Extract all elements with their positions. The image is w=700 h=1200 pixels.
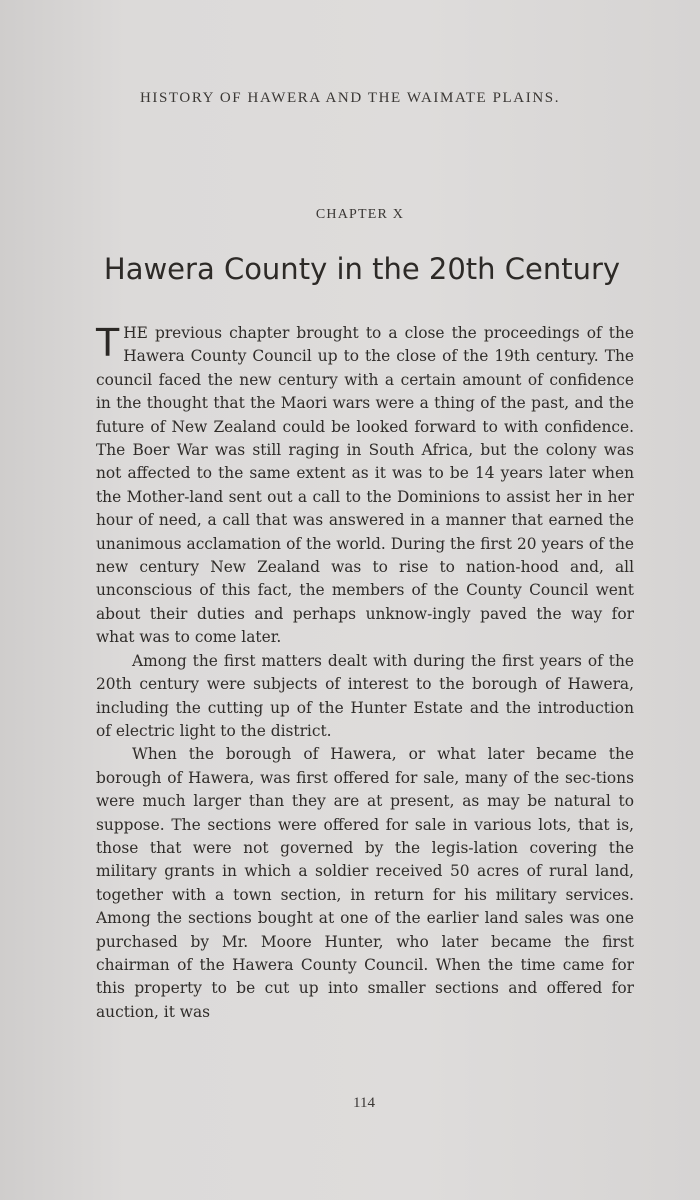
- body-text: [96, 322, 634, 1024]
- paragraph-1-text: HE previous chapter brought to a close the proceedings of the Hawera County Council up to the close of the 19th century. The council faced the new century with a certain amount of confidence in the thought that the Maori wars were a thing of the past, and the future of New Zealand could be looked forward to with confidence. The Boer War was still raging in South Africa, but the colony was not affected to the same extent as it was to be 14 years later when the Mother-land sent out a call to the Dominions to assist her in her hour of need, a call that was answered in a manner that earned the unanimous acclamation of the world. During the first 20 years of the new century New Zealand was to rise to nation-hood and, all unconscious of this fact, the members of the County Council went about their duties and perhaps unknow-ingly paved the way for what was to come later.: [96, 324, 634, 647]
- chapter-label: CHAPTER X: [315, 207, 405, 222]
- paragraph-3: When the borough of Hawera, or what later became the borough of Hawera, was first offered for sale, many of the sec-tions were much larger than they are at present, as may be natural to suppose. The sections were offered for sale in various lots, that is, those that were not governed by the legis-lation covering the military grants in which a soldier received 50 acres of rural land, together with a town section, in return for his military services. Among the sections bought at one of the earlier land sales was one purchased by Mr. Moore Hunter, who later became the first chairman of the Hawera County Council. When the time came for this property to be cut up into smaller sections and offered for auction, it was: [96, 745, 634, 1021]
- drop-cap-initial: T: [96, 321, 120, 365]
- chapter-title: Hawera County in the 20th Century: [103, 252, 621, 286]
- paragraph-2: Among the first matters dealt with during the first years of the 20th century were subjects of interest to the borough of Hawera, including the cutting up of the Hunter Estate and the introduction of electric light to the district.: [96, 651, 634, 740]
- paragraph-1: [96, 322, 634, 650]
- page-number: 114: [353, 1095, 375, 1111]
- running-head: HISTORY OF HAWERA AND THE WAIMATE PLAINS.: [139, 90, 561, 106]
